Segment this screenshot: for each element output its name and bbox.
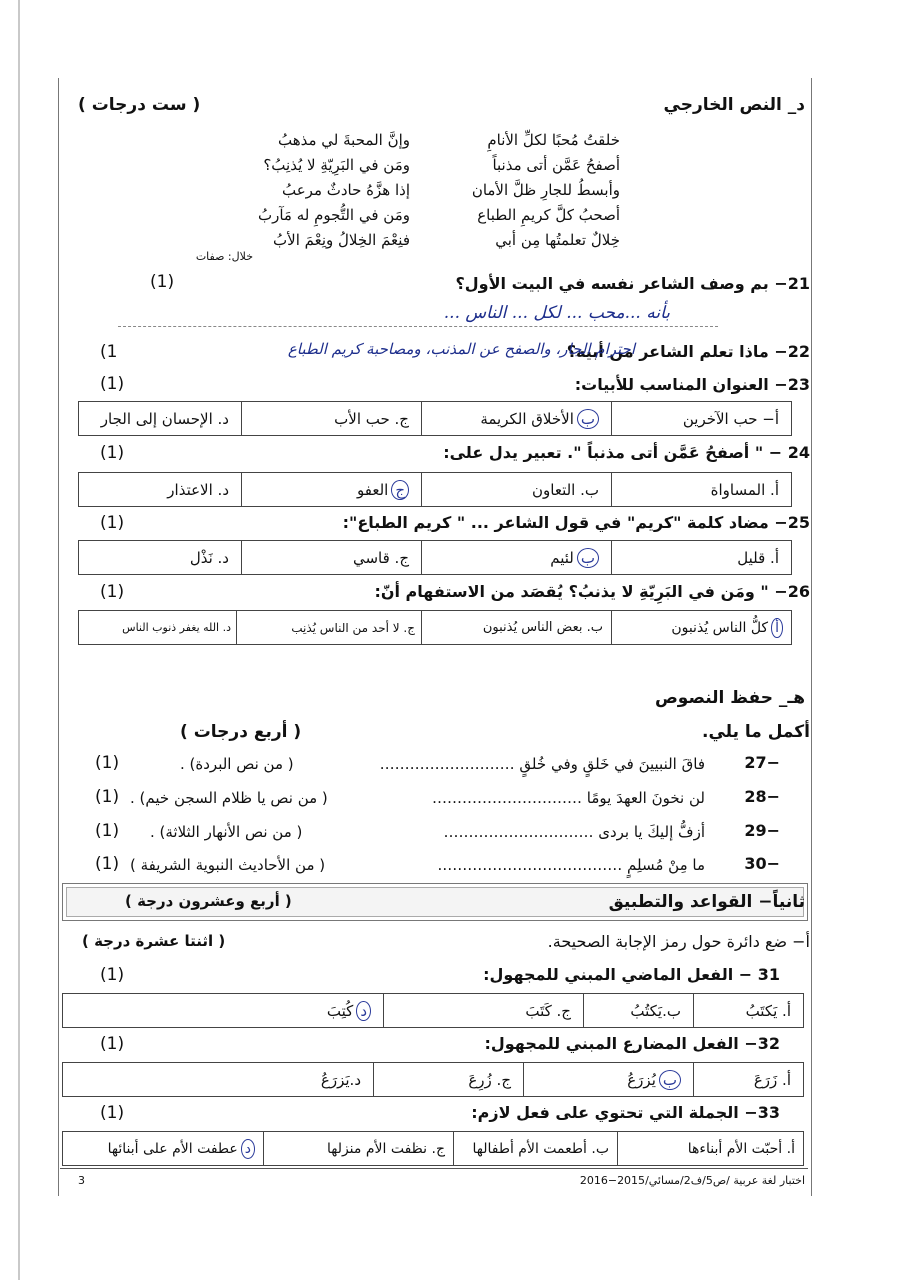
option-d[interactable]: د.يَزرَعُ [320, 1070, 361, 1089]
option-a[interactable]: أ. أحبّت الأم أبناءها [617, 1132, 803, 1165]
option-c[interactable]: ج. زُرِعَ [373, 1063, 523, 1096]
item-source: ( من الأحاديث النبوية الشريفة ) [130, 856, 326, 874]
option-b[interactable]: ب. أطعمت الأم أطفالها [453, 1132, 617, 1165]
option-c[interactable]: ج. حب الأب [241, 402, 421, 435]
item-number: −28 [744, 787, 780, 806]
option-d[interactable]: د. الاعتذار [167, 480, 229, 499]
question-23: 23− العنوان المناسب للأبيات: [574, 375, 810, 394]
option-d[interactable]: د. نَذْل [189, 548, 229, 567]
poem-verse: أصفحُ عَمَّن أتى مذنباً [492, 156, 620, 174]
footer-info: اختبار لغة عربية /ص5/ف2/مسائي/2015−2016 [579, 1174, 805, 1187]
poem-verse: خِلالٌ تعلمتُها مِن أبي [495, 231, 620, 249]
option-b[interactable]: ب. بعض الناس يُذنبون [421, 611, 611, 644]
poem-left-column [258, 128, 410, 253]
item-points: (1) [95, 854, 120, 874]
section-two-grade: ( أربع وعشرون درجة ) [125, 892, 292, 910]
memorization-items [95, 753, 790, 883]
item-line[interactable]: فاقَ النبيينَ في خَلقٍ وفي خُلقٍ ……………………… [379, 755, 705, 773]
poem-verse: ومَن في التُّجومِ له مَآربُ [257, 206, 410, 224]
circle-mark: ب [577, 548, 599, 568]
option-b[interactable]: ب.يَكتُبُ [583, 994, 693, 1027]
poem-verse: أصحبُ كلَّ كريمِ الطباع [477, 206, 620, 224]
option-b[interactable]: ب لئيم [421, 541, 611, 574]
answer-line [118, 326, 718, 327]
circle-mark: د [356, 1001, 371, 1021]
circle-mark: ب [577, 409, 599, 429]
question-31-options [62, 993, 804, 1028]
option-b[interactable]: ب يُزرَعُ [523, 1063, 693, 1096]
option-a[interactable]: أ. زَرَعَ [693, 1063, 803, 1096]
section-h-instruction: أكمل ما يلي. [701, 722, 810, 742]
sub-a-instruction: أ− ضع دائرة حول رمز الإجابة الصحيحة. [547, 932, 810, 951]
option-c[interactable]: ج العفو [241, 473, 421, 506]
poem-verse: خلقتُ مُحبًا لكلِّ الأنامِ [487, 131, 620, 149]
question-33-points: (1) [100, 1103, 125, 1123]
option-d[interactable]: د. الإحسان إلى الجار [100, 409, 229, 428]
item-number: −29 [744, 821, 780, 840]
option-a[interactable]: أ. قليل [611, 541, 791, 574]
section-d-title: د_ النص الخارجي [663, 95, 805, 115]
footer-rule [60, 1168, 808, 1169]
option-c[interactable]: ج. نظفت الأم منزلها [263, 1132, 453, 1165]
question-24-points: (1) [100, 443, 125, 463]
section-two-title: ثانياً− القواعد والتطبيق [608, 892, 805, 912]
option-a[interactable]: أ. يَكتَبُ [693, 994, 803, 1027]
poem-verse: فنِعْمَ الخِلالُ ونِعْمَ الأبُ [273, 231, 410, 249]
circle-mark: ب [659, 1070, 681, 1090]
option-b[interactable]: ب الأخلاق الكريمة [421, 402, 611, 435]
sub-a-grade: ( اثنتا عشرة درجة ) [82, 932, 226, 950]
circle-mark: د [241, 1139, 255, 1159]
binding-margin-line [18, 0, 20, 1280]
circle-mark: ج [391, 480, 409, 500]
item-points: (1) [95, 787, 120, 807]
option-d[interactable]: د كُتِبَ [63, 994, 383, 1027]
poem-right-column [472, 128, 620, 253]
item-source: ( من نص الأنهار الثلاثة) . [150, 823, 303, 841]
poem-gloss: خلال: صفات [195, 250, 253, 263]
poem-verse: ومَن في البَرِيّةِ لا يُذنِبُ؟ [263, 156, 410, 174]
item-source: ( من نص يا ظلام السجن خيم) . [130, 789, 328, 807]
section-d-grade: ( ست درجات ) [78, 95, 201, 115]
question-25: 25− مضاد كلمة "كريم" في قول الشاعر ... " كريم الطباع": [342, 513, 810, 532]
item-source: ( من نص البردة) . [180, 755, 294, 773]
question-22: 22− ماذا تعلم الشاعر من أبيه؟ [566, 342, 810, 361]
question-32: 32− الفعل المضارع المبني للمجهول: [484, 1034, 780, 1053]
question-22-handwritten-answer[interactable]: احترام الجار، والصفح عن المذنب، ومصاحبة كريم الطباع [287, 340, 635, 358]
section-h-title: هـ_ حفظ النصوص [654, 688, 805, 708]
question-26-options [78, 610, 792, 645]
question-22-points: (1 [100, 342, 118, 362]
question-21: 21− بم وصف الشاعر نفسه في البيت الأول؟ [455, 274, 810, 293]
item-line[interactable]: لن نخونَ العهدَ يومًا ………………………… [432, 789, 705, 807]
option-a[interactable]: أ− حب الآخرين [611, 402, 791, 435]
poem-verse: وأبسطُ للجارِ ظلَّ الأمان [471, 181, 620, 199]
question-32-points: (1) [100, 1034, 125, 1054]
question-24: 24 − " أصفحُ عَمَّن أتى مذنباً ". تعبير يدل على: [443, 443, 810, 462]
item-points: (1) [95, 821, 120, 841]
option-a[interactable]: أ كلُّ الناس يُذنبون [611, 611, 791, 644]
question-24-options [78, 472, 792, 507]
item-line[interactable]: ما مِنْ مُسلِمٍ ………………………………. [437, 856, 705, 874]
poem-verse: وإنَّ المحبةَ لي مذهبُ [277, 131, 410, 149]
option-d[interactable]: د. الله يغفر ذنوب الناس [122, 621, 231, 634]
circle-mark: أ [771, 618, 783, 638]
item-number: −30 [744, 854, 780, 873]
option-b[interactable]: ب. التعاون [421, 473, 611, 506]
question-31-points: (1) [100, 965, 125, 985]
question-32-options [62, 1062, 804, 1097]
question-26: 26− " ومَن في البَرِيّةِ لا يذنبُ؟ يُقصَد من الاستفهام أنّ: [374, 582, 810, 601]
page-number: 3 [78, 1174, 85, 1187]
item-points: (1) [95, 753, 120, 773]
question-23-points: (1) [100, 374, 125, 394]
item-number: −27 [744, 753, 780, 772]
question-33: 33− الجملة التي تحتوي على فعل لازم: [471, 1103, 780, 1122]
poem-verse: إذا هزَّهُ حادثٌ مرعبُ [282, 181, 410, 199]
option-c[interactable]: ج. قاسي [241, 541, 421, 574]
question-25-points: (1) [100, 513, 125, 533]
question-23-options [78, 401, 792, 436]
option-c[interactable]: ج. لا أحد من الناس يُذنِب [236, 611, 421, 644]
option-a[interactable]: أ. المساواة [611, 473, 791, 506]
option-c[interactable]: ج. كَتَبَ [383, 994, 583, 1027]
question-33-options [62, 1131, 804, 1166]
question-26-points: (1) [100, 582, 125, 602]
question-21-points: (1) [150, 272, 175, 292]
option-d[interactable]: د عطفت الأم على أبنائها [63, 1132, 263, 1165]
item-line[interactable]: أزفُّ إليكَ يا بردى ………………………… [443, 823, 705, 841]
question-31: 31 − الفعل الماضي المبني للمجهول: [483, 965, 780, 984]
question-25-options [78, 540, 792, 575]
section-h-grade: ( أربع درجات ) [180, 722, 302, 742]
question-21-handwritten-answer[interactable]: بأنه ...محب ... لكل ... الناس ... [443, 303, 670, 323]
